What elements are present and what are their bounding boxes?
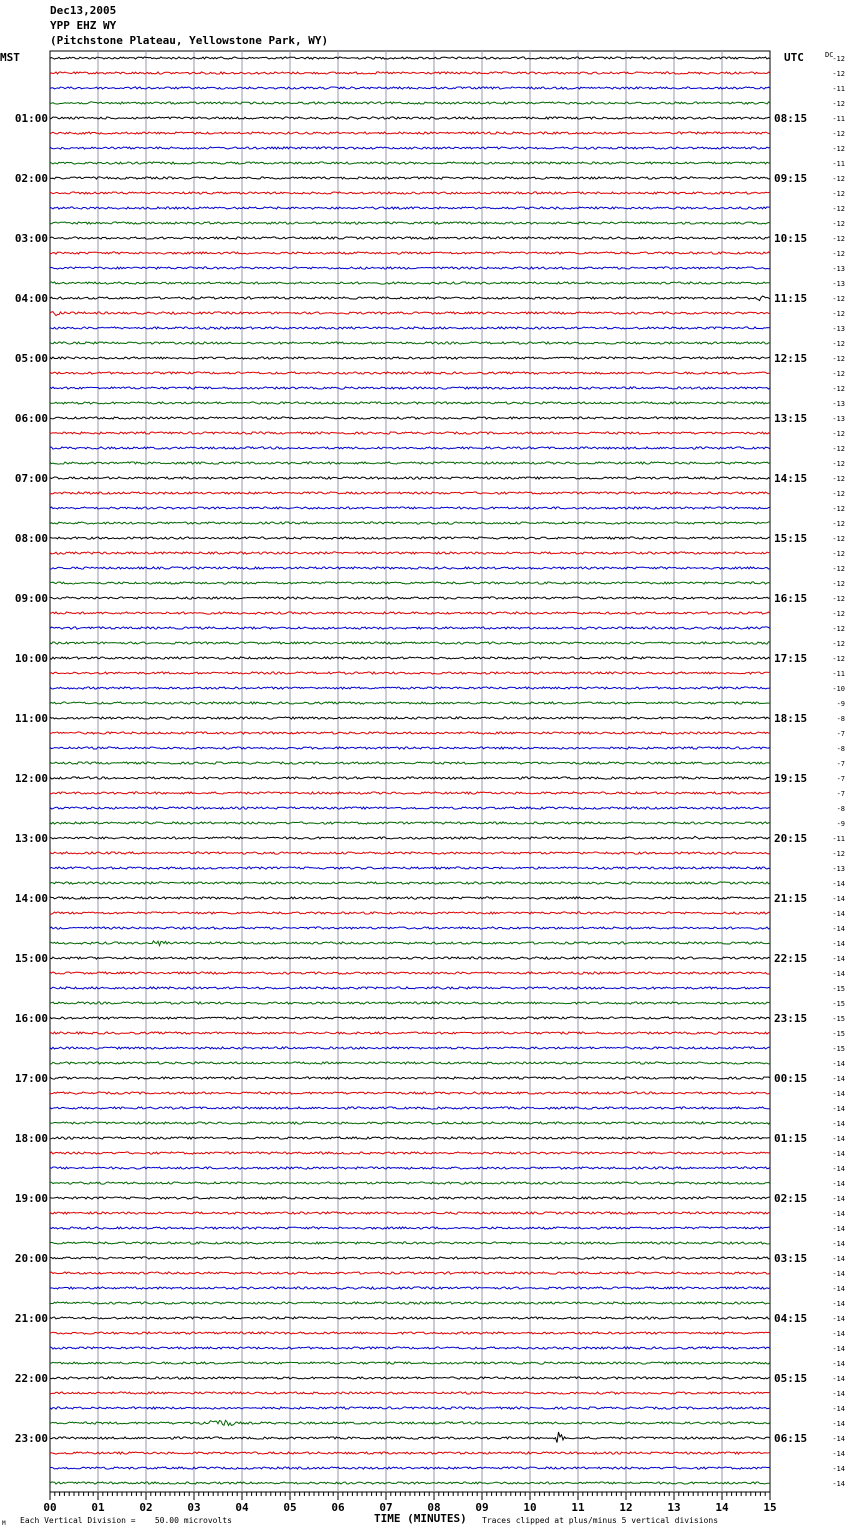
trace-line [50, 882, 770, 884]
dc-offset-label: -14 [832, 1060, 845, 1068]
trace-line [50, 222, 770, 224]
trace-line [50, 792, 770, 794]
dc-offset-label: -10 [832, 685, 845, 693]
trace-line [50, 1167, 770, 1169]
dc-offset-label: -14 [832, 1435, 845, 1443]
trace-line [50, 147, 770, 149]
dc-offset-label: -15 [832, 1045, 845, 1053]
dc-offset-label: -12 [832, 445, 845, 453]
x-tick-label: 07 [379, 1501, 393, 1514]
right-hour-label: 05:15 [774, 1372, 808, 1385]
trace-line [50, 1392, 770, 1394]
right-hour-label: 19:15 [774, 772, 808, 785]
dc-offset-label: -12 [832, 520, 845, 528]
right-hour-label: 23:15 [774, 1012, 808, 1025]
x-tick-label: 09 [475, 1501, 489, 1514]
x-tick-label: 08 [427, 1501, 441, 1514]
trace-line [50, 1362, 770, 1364]
scale-label: Each Vertical Division = 50.00 microvolts [20, 1516, 232, 1525]
dc-offset-label: -14 [832, 1480, 845, 1488]
dc-offset-label: -12 [832, 430, 845, 438]
x-tick-label: 04 [235, 1501, 249, 1514]
header-date: Dec13,2005 [50, 4, 117, 17]
dc-offset-label: -14 [832, 1465, 845, 1473]
dc-offset-label: -9 [836, 820, 845, 828]
right-hour-label: 15:15 [774, 532, 808, 545]
trace-line [50, 87, 770, 89]
dc-offset-label: -14 [832, 1330, 845, 1338]
dc-offset-label: -15 [832, 1015, 845, 1023]
dc-offset-label: -12 [832, 550, 845, 558]
dc-offset-label: -12 [832, 580, 845, 588]
trace-line [50, 836, 770, 839]
trace-line [50, 867, 770, 869]
trace-line [50, 1047, 770, 1049]
dc-offset-label: -12 [832, 55, 845, 63]
trace-line [50, 717, 770, 719]
trace-line [50, 627, 770, 629]
dc-offset-label: -12 [832, 385, 845, 393]
dc-offset-label: -11 [832, 160, 845, 168]
dc-offset-label: -14 [832, 1135, 845, 1143]
dc-offset-label: -12 [832, 475, 845, 483]
right-hour-label: 18:15 [774, 712, 808, 725]
right-hour-label: 20:15 [774, 832, 808, 845]
x-tick-label: 15 [763, 1501, 777, 1514]
x-tick-label: 06 [331, 1501, 345, 1514]
dc-offset-label: -14 [832, 1255, 845, 1263]
trace-line [50, 102, 770, 104]
trace-line [50, 582, 770, 584]
x-tick-label: 02 [139, 1501, 153, 1514]
dc-offset-label: -12 [832, 190, 845, 198]
right-hour-label: 03:15 [774, 1252, 808, 1265]
dc-offset-label: -14 [832, 1225, 845, 1233]
trace-line [50, 1332, 770, 1334]
trace-line [50, 1452, 770, 1454]
trace-line [50, 1420, 770, 1425]
left-hour-label: 05:00 [14, 352, 48, 365]
x-tick-label: 01 [91, 1501, 105, 1514]
x-tick-label: 11 [571, 1501, 585, 1514]
dc-offset-label: -13 [832, 865, 845, 873]
trace-line [50, 807, 770, 809]
dc-offset-label: -15 [832, 985, 845, 993]
x-tick-label: 03 [187, 1501, 201, 1514]
dc-offset-label: -14 [832, 1420, 845, 1428]
x-axis-label: TIME (MINUTES) [374, 1512, 467, 1525]
trace-line [50, 612, 770, 614]
dc-offset-label: -13 [832, 415, 845, 423]
trace-line [50, 1317, 770, 1319]
trace-line [50, 522, 770, 524]
trace-line [50, 1257, 770, 1259]
dc-offset-label: -14 [832, 1075, 845, 1083]
dc-title: DC [825, 51, 834, 59]
right-hour-label: 21:15 [774, 892, 808, 905]
dc-offset-label: -14 [832, 1315, 845, 1323]
dc-offset-label: -12 [832, 460, 845, 468]
dc-offset-label: -12 [832, 640, 845, 648]
trace-line [50, 296, 770, 301]
left-hour-label: 07:00 [14, 472, 48, 485]
left-hour-label: 01:00 [14, 112, 48, 125]
right-hour-label: 08:15 [774, 112, 808, 125]
dc-offset-label: -12 [832, 220, 845, 228]
dc-offset-label: -14 [832, 970, 845, 978]
trace-line [50, 1197, 770, 1199]
trace-line [50, 672, 770, 674]
trace-line [50, 1107, 770, 1109]
dc-offset-label: -7 [836, 790, 845, 798]
left-hour-label: 19:00 [14, 1192, 48, 1205]
dc-offset-label: -14 [832, 1450, 845, 1458]
trace-line [50, 657, 770, 659]
dc-offset-label: -13 [832, 400, 845, 408]
trace-line [50, 1152, 770, 1154]
left-hour-label: 09:00 [14, 592, 48, 605]
right-hour-label: 02:15 [774, 1192, 808, 1205]
trace-line [50, 1432, 770, 1443]
trace-line [50, 372, 770, 374]
trace-line [50, 642, 770, 644]
trace-line [50, 1227, 770, 1229]
dc-offset-label: -12 [832, 235, 845, 243]
trace-line [50, 267, 770, 269]
header-location: (Pitchstone Plateau, Yellowstone Park, WY) [50, 34, 329, 47]
dc-offset-label: -14 [832, 1270, 845, 1278]
trace-line [50, 387, 770, 389]
x-tick-label: 10 [523, 1501, 537, 1514]
trace-line [50, 177, 770, 179]
trace-line [50, 1032, 770, 1034]
dc-offset-label: -12 [832, 205, 845, 213]
trace-line [50, 927, 770, 929]
dc-offset-label: -14 [832, 1360, 845, 1368]
trace-line [50, 492, 770, 494]
left-hour-label: 10:00 [14, 652, 48, 665]
right-hour-label: 12:15 [774, 352, 808, 365]
left-hour-label: 23:00 [14, 1432, 48, 1445]
dc-offset-label: -13 [832, 280, 845, 288]
left-hour-label: 17:00 [14, 1072, 48, 1085]
dc-offset-label: -11 [832, 835, 845, 843]
dc-offset-label: -12 [832, 565, 845, 573]
trace-line [50, 132, 770, 134]
right-hour-label: 00:15 [774, 1072, 808, 1085]
dc-offset-label: -14 [832, 925, 845, 933]
dc-offset-label: -9 [836, 700, 845, 708]
right-hour-label: 14:15 [774, 472, 808, 485]
trace-line [50, 1407, 770, 1409]
trace-line [50, 972, 770, 974]
left-hour-label: 14:00 [14, 892, 48, 905]
right-hour-label: 06:15 [774, 1432, 808, 1445]
dc-offset-label: -12 [832, 625, 845, 633]
dc-offset-label: -14 [832, 1120, 845, 1128]
x-tick-label: 13 [667, 1501, 681, 1514]
trace-line [50, 462, 770, 464]
dc-offset-label: -14 [832, 1150, 845, 1158]
dc-offset-label: -12 [832, 310, 845, 318]
trace-line [50, 941, 770, 946]
trace-line [50, 312, 770, 316]
dc-offset-label: -14 [832, 1345, 845, 1353]
trace-line [50, 327, 770, 329]
left-hour-label: 12:00 [14, 772, 48, 785]
trace-line [50, 1062, 770, 1064]
trace-line [50, 342, 770, 344]
dc-offset-label: -14 [832, 1195, 845, 1203]
trace-line [50, 567, 770, 569]
dc-offset-label: -13 [832, 325, 845, 333]
left-hour-label: 06:00 [14, 412, 48, 425]
dc-offset-label: -14 [832, 1105, 845, 1113]
dc-offset-label: -12 [832, 100, 845, 108]
dc-offset-label: -15 [832, 1030, 845, 1038]
dc-offset-label: -12 [832, 175, 845, 183]
left-hour-label: 18:00 [14, 1132, 48, 1145]
trace-line [50, 57, 770, 59]
dc-offset-label: -14 [832, 910, 845, 918]
trace-line [50, 747, 770, 749]
dc-offset-label: -13 [832, 265, 845, 273]
dc-offset-label: -7 [836, 760, 845, 768]
dc-offset-label: -14 [832, 1165, 845, 1173]
trace-line [50, 732, 770, 734]
trace-line [50, 192, 770, 194]
left-hour-label: 16:00 [14, 1012, 48, 1025]
trace-line [50, 552, 770, 554]
trace-line [50, 762, 770, 764]
x-tick-label: 12 [619, 1501, 633, 1514]
trace-line [50, 1467, 770, 1469]
right-axis-title: UTC [784, 51, 804, 64]
trace-line [50, 1017, 770, 1019]
x-tick-label: 14 [715, 1501, 729, 1514]
dc-offset-label: -14 [832, 1375, 845, 1383]
dc-offset-label: -14 [832, 880, 845, 888]
trace-line [50, 822, 770, 824]
right-hour-label: 01:15 [774, 1132, 808, 1145]
trace-line [50, 402, 770, 404]
left-hour-label: 02:00 [14, 172, 48, 185]
left-axis-title: MST [0, 51, 20, 64]
trace-line [50, 537, 770, 539]
dc-offset-label: -14 [832, 1300, 845, 1308]
clip-note: Traces clipped at plus/minus 5 vertical divisions [482, 1516, 719, 1525]
trace-line [50, 162, 770, 164]
left-hour-label: 04:00 [14, 292, 48, 305]
dc-offset-label: -12 [832, 130, 845, 138]
dc-offset-label: -12 [832, 295, 845, 303]
trace-line [50, 207, 770, 209]
dc-offset-label: -14 [832, 1090, 845, 1098]
dc-offset-label: -11 [832, 85, 845, 93]
left-hour-label: 22:00 [14, 1372, 48, 1385]
trace-line [50, 1077, 770, 1079]
trace-line [50, 1347, 770, 1349]
trace-line [50, 597, 770, 599]
dc-offset-label: -11 [832, 115, 845, 123]
trace-line [50, 687, 770, 689]
trace-line [50, 912, 770, 914]
left-hour-label: 11:00 [14, 712, 48, 725]
trace-line [50, 282, 770, 284]
trace-line [50, 987, 770, 989]
dc-offset-label: -14 [832, 1240, 845, 1248]
dc-offset-label: -7 [836, 775, 845, 783]
right-hour-label: 11:15 [774, 292, 808, 305]
trace-line [50, 1002, 770, 1004]
trace-line [50, 507, 770, 509]
trace-line [50, 852, 770, 854]
trace-line [50, 1272, 770, 1274]
left-hour-label: 03:00 [14, 232, 48, 245]
dc-offset-label: -12 [832, 535, 845, 543]
trace-line [50, 1212, 770, 1214]
trace-line [50, 237, 770, 239]
dc-offset-label: -14 [832, 1210, 845, 1218]
trace-line [50, 1302, 770, 1304]
dc-offset-label: -11 [832, 670, 845, 678]
dc-offset-label: -8 [836, 805, 845, 813]
dc-offset-label: -12 [832, 610, 845, 618]
right-hour-label: 17:15 [774, 652, 808, 665]
right-hour-label: 13:15 [774, 412, 808, 425]
trace-line [50, 777, 770, 779]
trace-line [50, 1287, 770, 1289]
trace-line [50, 1092, 770, 1094]
dc-offset-label: -12 [832, 505, 845, 513]
trace-line [50, 1242, 770, 1244]
trace-line [50, 252, 770, 254]
dc-offset-label: -12 [832, 70, 845, 78]
trace-line [50, 72, 770, 74]
trace-line [50, 417, 770, 419]
trace-line [50, 447, 770, 449]
left-hour-label: 15:00 [14, 952, 48, 965]
left-hour-label: 20:00 [14, 1252, 48, 1265]
trace-line [50, 702, 770, 704]
left-hour-label: 13:00 [14, 832, 48, 845]
x-tick-label: 00 [43, 1501, 57, 1514]
trace-line [50, 477, 770, 479]
trace-line [50, 432, 770, 434]
trace-line [50, 117, 770, 119]
right-hour-label: 10:15 [774, 232, 808, 245]
x-tick-label: 05 [283, 1501, 297, 1514]
dc-offset-label: -12 [832, 340, 845, 348]
trace-line [50, 1482, 770, 1484]
left-hour-label: 08:00 [14, 532, 48, 545]
trace-line [50, 1122, 770, 1124]
right-hour-label: 22:15 [774, 952, 808, 965]
dc-offset-label: -12 [832, 595, 845, 603]
dc-offset-label: -14 [832, 1180, 845, 1188]
dc-offset-label: -15 [832, 1000, 845, 1008]
trace-line [50, 357, 770, 359]
dc-offset-label: -12 [832, 145, 845, 153]
dc-offset-label: -14 [832, 1390, 845, 1398]
dc-offset-label: -14 [832, 955, 845, 963]
dc-offset-label: -14 [832, 940, 845, 948]
dc-offset-label: -14 [832, 1405, 845, 1413]
header-station: YPP EHZ WY [50, 19, 117, 32]
trace-line [50, 897, 770, 899]
trace-line [50, 957, 770, 959]
scale-mark-icon: M [2, 1520, 6, 1527]
trace-line [50, 1377, 770, 1379]
dc-offset-label: -12 [832, 655, 845, 663]
right-hour-label: 16:15 [774, 592, 808, 605]
right-hour-label: 04:15 [774, 1312, 808, 1325]
dc-offset-label: -12 [832, 490, 845, 498]
dc-offset-label: -12 [832, 355, 845, 363]
trace-line [50, 1137, 770, 1139]
dc-offset-label: -12 [832, 250, 845, 258]
dc-offset-label: -12 [832, 850, 845, 858]
dc-offset-label: -12 [832, 370, 845, 378]
left-hour-label: 21:00 [14, 1312, 48, 1325]
dc-offset-label: -14 [832, 895, 845, 903]
dc-offset-label: -8 [836, 745, 845, 753]
right-hour-label: 09:15 [774, 172, 808, 185]
trace-line [50, 1182, 770, 1184]
dc-offset-label: -14 [832, 1285, 845, 1293]
dc-offset-label: -8 [836, 715, 845, 723]
dc-offset-label: -7 [836, 730, 845, 738]
